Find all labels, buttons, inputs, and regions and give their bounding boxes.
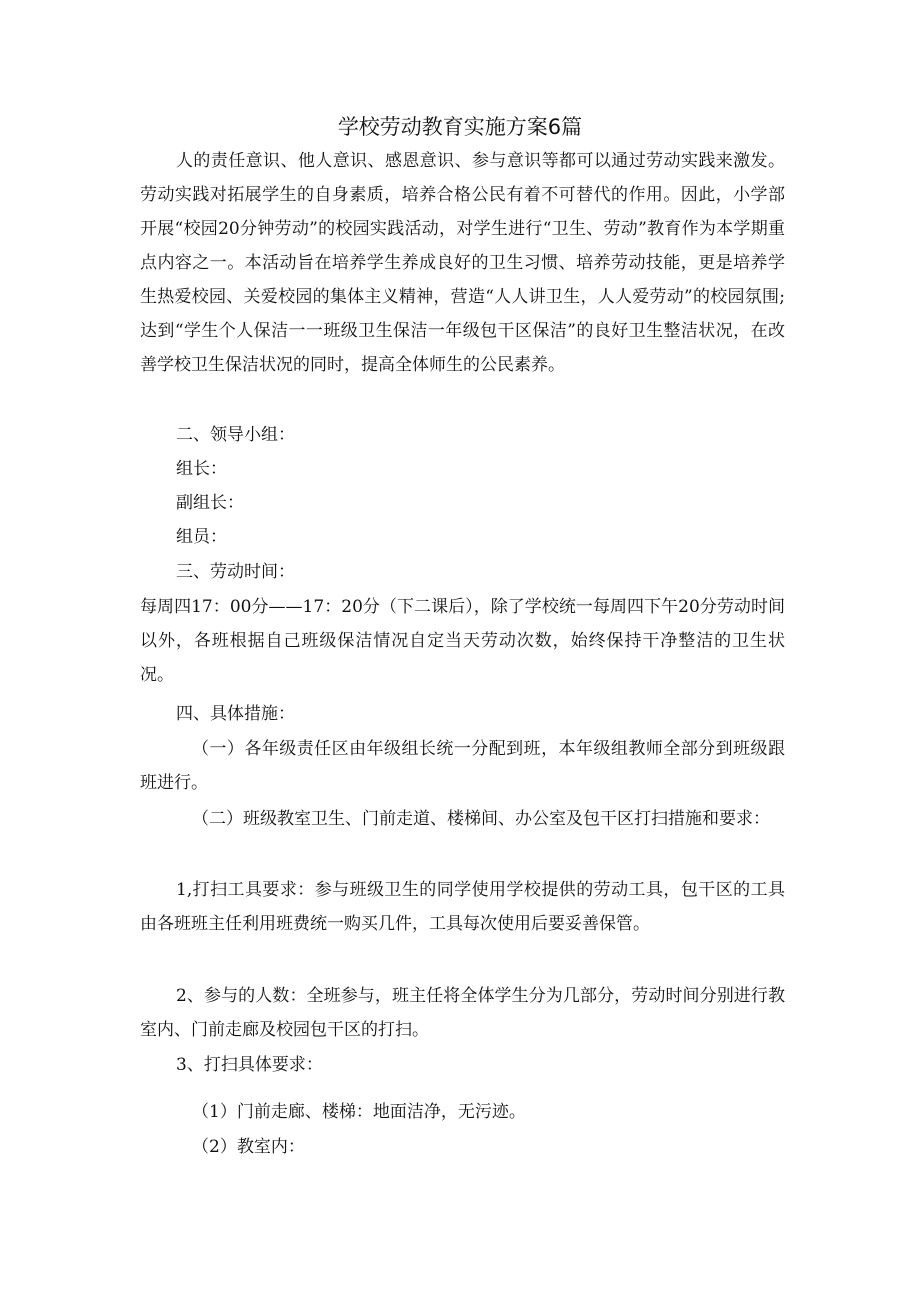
requirement-2-paragraph: 2、参与的人数：全班参与，班主任将全体学生分为几部分，劳动时间分别进行教室内、门前走廊及校园包干区的打扫。 xyxy=(140,986,785,1040)
measure-2-paragraph: （二）班级教室卫生、门前走道、楼梯间、办公室及包干区打扫措施和要求： xyxy=(192,809,770,829)
vice-leader-line: 副组长： xyxy=(176,493,244,513)
members-line: 组员： xyxy=(176,527,227,547)
section-4-heading: 四、具体措施： xyxy=(176,704,295,724)
requirement-1-paragraph: 1,打扫工具要求：参与班级卫生的同学使用学校提供的劳动工具，包干区的工具由各班班主任利用班费统一购买几件，工具每次使用后要妥善保管。 xyxy=(140,880,785,934)
intro-paragraph: 人的责任意识、他人意识、感恩意识、参与意识等都可以通过劳动实践来激发。劳动实践对拓展学生的自身素质，培养合格公民有着不可替代的作用。因此，小学部开展“校园20分钟劳动”的校园实践活动，对学生进行“卫生、劳动”教育作为本学期重点内容之一。本活动旨在培养学生养成良好的卫生习惯、培养劳动技能，更是培养学生热爱校园、关爱校园的集体主义精神，营造“人人讲卫生，人人爱劳动”的校园氛围;达到“学生个人保洁一一班级卫生保洁一年级包干区保洁”的良好卫生整洁状况，在改善学校卫生保洁状况的同时，提高全体师生的公民素养。 xyxy=(140,151,785,375)
leader-line: 组长： xyxy=(176,459,227,479)
section-2-heading: 二、领导小组： xyxy=(176,425,295,445)
document-title: 学校劳动教育实施方案6篇 xyxy=(337,115,583,139)
item-2-line: （2）教室内： xyxy=(192,1137,305,1157)
section-3-heading: 三、劳动时间： xyxy=(176,562,295,582)
measure-1-paragraph: （一）各年级责任区由年级组长统一分配到班，本年级组教师全部分到班级跟班进行。 xyxy=(140,739,785,793)
requirement-3-heading: 3、打扫具体要求： xyxy=(176,1055,323,1075)
item-1-line: （1）门前走廊、楼梯：地面洁净，无污迹。 xyxy=(192,1102,526,1122)
time-paragraph: 每周四17：00分——17：20分（下二课后），除了学校统一每周四下午20分劳动时间以外，各班根据自己班级保洁情况自定当天劳动次数，始终保持干净整洁的卫生状况。 xyxy=(140,597,785,685)
